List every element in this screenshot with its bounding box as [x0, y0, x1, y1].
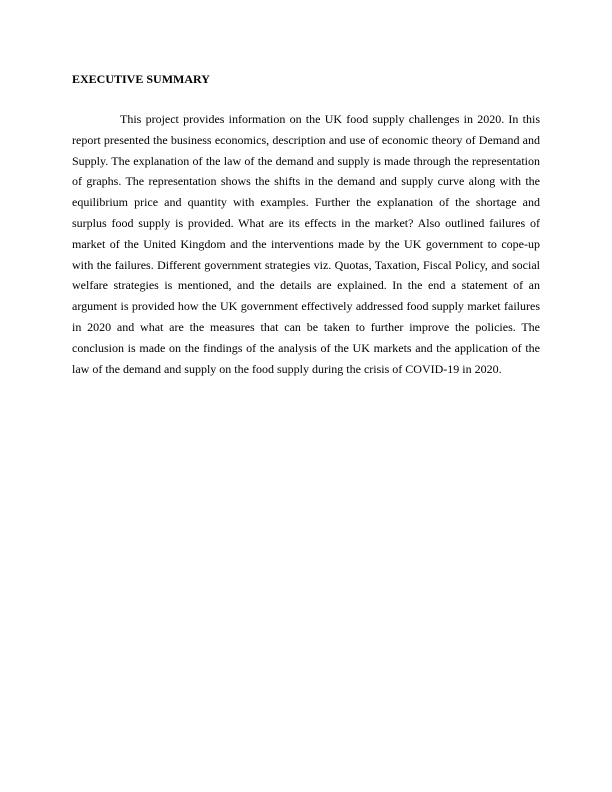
section-heading: EXECUTIVE SUMMARY: [72, 72, 210, 86]
summary-paragraph: This project provides information on the UK food supply challenges in 2020. In this report presented the business economics, description and use of economic theory of Demand and Supply. The explanation of the law of the demand and supply is made through the representation of graphs. The representation shows the shifts in the demand and supply curve along with the equilibrium price and quantity with examples. Further the explanation of the shortage and surplus food supply is provided. What are its effects in the market? Also outlined failures of market of the United Kingdom and the interventions made by the UK government to cope-up with the failures. Different government strategies viz. Quotas, Taxation, Fiscal Policy, and social welfare strategies is mentioned, and the details are explained. In the end a statement of an argument is provided how the UK government effectively addressed food supply market failures in 2020 and what are the measures that can be taken to further improve the policies. The conclusion is made on the findings of the analysis of the UK markets and the application of the law of the demand and supply on the food supply during the crisis of COVID-19 in 2020.: [72, 112, 540, 376]
